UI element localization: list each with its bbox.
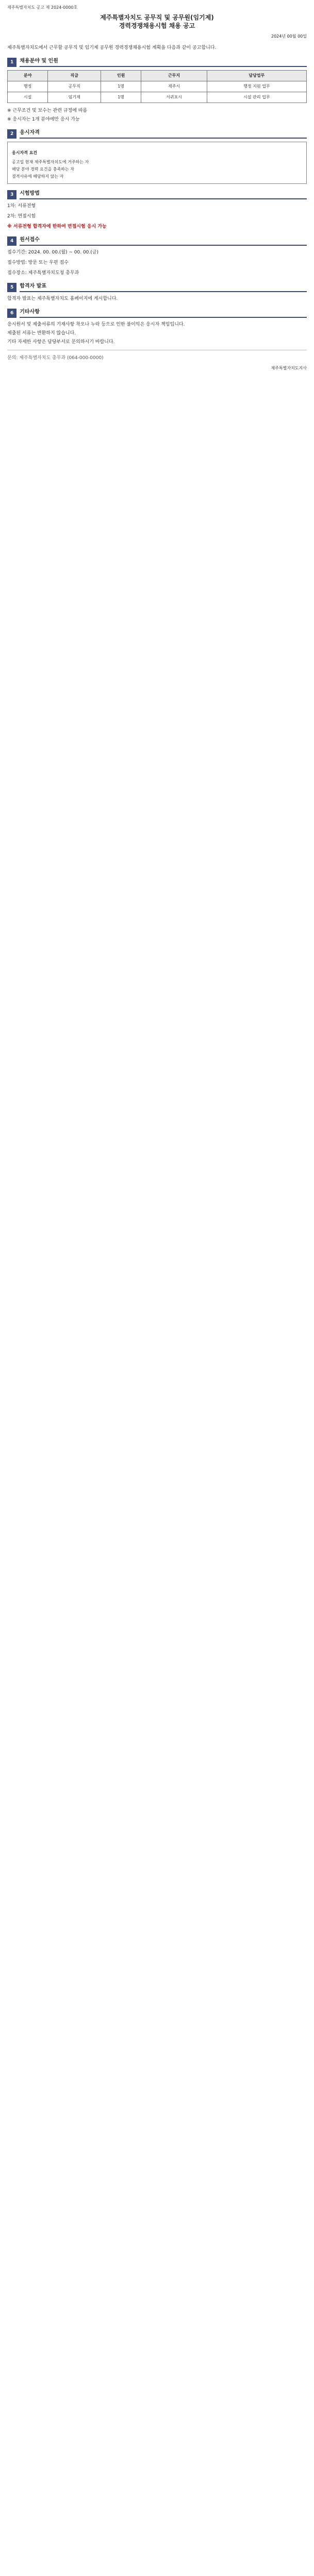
section-3 <box>7 190 307 199</box>
notice-number: 제주특별자치도 공고 제 2024-0000호 <box>7 5 78 10</box>
cell: 제주시 <box>141 81 207 92</box>
section-2 <box>7 129 307 139</box>
cell: 1명 <box>101 81 141 92</box>
section-6-label: 기타사항 <box>20 309 307 318</box>
exam-step1: 1차: 서류전형 <box>7 204 36 209</box>
section-6-num: 6 <box>7 309 16 318</box>
note: ※ 응시자는 1개 분야에만 응시 가능 <box>7 117 80 122</box>
etc-item: 응시원서 및 제출서류의 기재사항 착오나 누락 등으로 인한 불이익은 응시자 책임입니다. <box>7 322 185 327</box>
section-6 <box>7 309 307 318</box>
box-item: 공고일 현재 제주특별자치도에 거주하는 자 <box>12 160 89 164</box>
th-duty: 담당업무 <box>207 71 306 81</box>
cell: 서귀포시 <box>141 92 207 103</box>
box-item: 결격사유에 해당하지 않는 자 <box>12 174 64 179</box>
th-field: 분야 <box>8 71 48 81</box>
section-3-num: 3 <box>7 190 16 199</box>
etc-item: 제출된 서류는 반환하지 않습니다. <box>7 331 76 336</box>
apply-method: 접수방법: 방문 또는 우편 접수 <box>7 260 69 265</box>
etc-list <box>7 321 307 346</box>
cell: 공무직 <box>48 81 101 92</box>
section-5-label: 합격자 발표 <box>20 283 307 292</box>
exam-note: ※ 서류전형 합격자에 한하여 면접시험 응시 가능 <box>7 224 107 229</box>
section-4-label: 원서접수 <box>20 236 307 246</box>
box-item: 해당 분야 경력 요건을 충족하는 자 <box>12 167 74 172</box>
intro: 제주특별자치도에서 근무할 공무직 및 임기제 공무원 경력경쟁채용시험 계획을 다음과 같이 공고합니다. <box>7 45 217 50</box>
apply-period: 접수기간: 2024. 00. 00.(월) ~ 00. 00.(금) <box>7 250 98 255</box>
section-1-num: 1 <box>7 58 16 67</box>
cell: 시설 <box>8 92 48 103</box>
etc-item: 기타 자세한 사항은 담당부서로 문의하시기 바랍니다. <box>7 340 115 345</box>
section-4-num: 4 <box>7 236 16 246</box>
table-row <box>8 92 307 103</box>
title-line1: 제주특별자치도 공무직 및 공무원(임기제) <box>100 14 214 21</box>
section-2-num: 2 <box>7 129 16 139</box>
note: ※ 근무조건 및 보수는 관련 규정에 따름 <box>7 108 88 113</box>
title <box>7 13 307 30</box>
table-positions <box>7 70 307 103</box>
cell: 1명 <box>101 92 141 103</box>
apply-place: 접수장소: 제주특별자치도청 총무과 <box>7 270 79 276</box>
th-location: 근무지 <box>141 71 207 81</box>
notes <box>7 107 307 123</box>
cell: 행정 <box>8 81 48 92</box>
contact: 문의: 제주특별자치도 총무과 (064-000-0000) <box>7 355 104 361</box>
th-grade: 직급 <box>48 71 101 81</box>
document <box>0 0 314 383</box>
agency: 제주특별자치도지사 <box>271 366 307 370</box>
exam-step2: 2차: 면접시험 <box>7 214 36 219</box>
section-2-label: 응시자격 <box>20 129 307 139</box>
box-title: 응시자격 요건 <box>12 150 38 155</box>
section-3-label: 시험방법 <box>20 190 307 199</box>
section-1-label: 채용분야 및 인원 <box>20 58 307 67</box>
section-4 <box>7 236 307 246</box>
title-line2: 경력경쟁채용시험 채용 공고 <box>119 22 195 29</box>
section-5-num: 5 <box>7 283 16 292</box>
result-text: 합격자 발표는 제주특별자치도 홈페이지에 게시합니다. <box>7 296 118 301</box>
cell: 시설 관리 업무 <box>207 92 306 103</box>
th-count: 인원 <box>101 71 141 81</box>
eligibility-box <box>7 142 307 184</box>
section-5 <box>7 283 307 292</box>
table-row <box>8 81 307 92</box>
cell: 임기제 <box>48 92 101 103</box>
notice-date: 2024년 00월 00일 <box>271 34 307 39</box>
section-1 <box>7 58 307 67</box>
cell: 행정 지원 업무 <box>207 81 306 92</box>
